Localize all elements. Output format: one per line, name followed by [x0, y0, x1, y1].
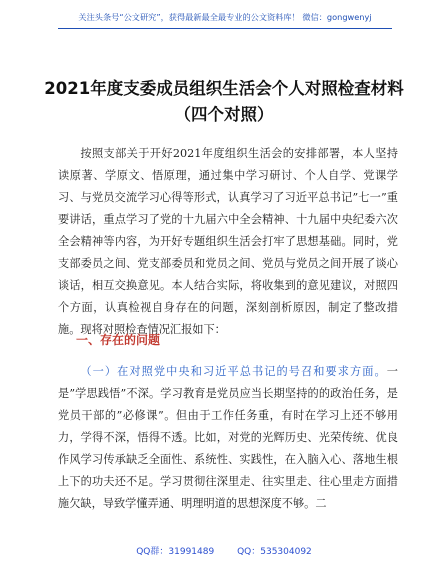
footer: [0, 544, 448, 557]
document-title: 2021年度支委成员组织生活会个人对照检查材料（四个对照）: [44, 79, 404, 124]
subsection-body: 一是”学思践悟”不深。学习教育是党员应当长期坚持的的政治任务，是党员干部的”必修课”。但由于工作任务重，有时在学习上还不够用力，学得不深，悟得不透。比如，对党的光辉历史、光荣传统、优良作风学习传承缺乏全面性、系统性、实践性，在入脑入心、落地生根上下的功夫还不足。学习贯彻往深里走、往实里走、往心里走方面措施欠缺，导致学懂弄通、明理明道的思想深度不够。二: [58, 365, 398, 510]
subsection-paragraph: [58, 361, 398, 515]
footer-qq: QQ：535304092: [237, 547, 312, 557]
subsection-heading: （一）在对照党中央和习近平总书记的号召和要求方面。: [80, 365, 387, 378]
footer-qq-group: QQ群：31991489: [136, 547, 215, 557]
intro-paragraph: 按照支部关于开好2021年度组织生活会的安排部署，本人坚持读原著、学原文、悟原理，通过集中学习研讨、个人自学、党课学习、与党员交流学习心得等形式，认真学习了习近平总书记”七一”重要讲话，重点学习了党的十九届六中全会精神、十九届中央纪委六次全会精神等内容，为开好专题组织生活会打牢了思想基础。同时，党支部委员之间、党支部委员和党员之间、党员与党员之间开展了谈心谈话，相互交换意见。本人结合实际，将收集到的意见建议，对照四个方面，认真检视自身存在的问题，深刻剖析原因，制定了整改措施。现将对照检查情况汇报如下：: [58, 147, 398, 336]
section-heading: 一、存在的问题: [76, 333, 161, 347]
header-banner: 关注头条号“公文研究”，获得最新最全最专业的公文资料库！ 微信：gongwenyj: [58, 6, 392, 29]
